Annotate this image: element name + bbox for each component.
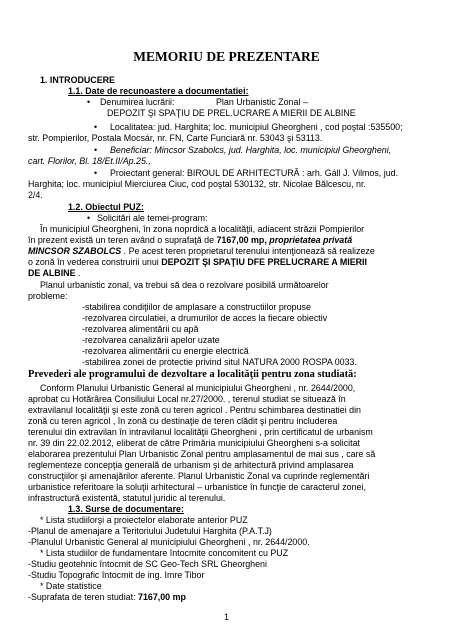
paragraph-line: Conform Planului Urbanistic General al municipiului Gheorgheni , nr. 2644/2000, (40, 383, 356, 393)
page-title: MEMORIU DE PREZENTARE (133, 49, 320, 64)
list-item: -stabilirea condiţiilor de amplasare a constructiilor propuse (82, 302, 311, 312)
paragraph-line: Planul urbanistic zonal, va trebui să dea o rezolvare posibilă următoarelor (40, 280, 329, 290)
list-item: -rezolvarea circulatiei, a drumurilor de acces la fiecare obiectiv (82, 313, 328, 323)
paragraph-line: construcţiilor şi amenajărilor aferente. Planul Urbanistic Zonal va cuprinde reglementări (28, 471, 370, 481)
page-number: 1 (224, 612, 229, 622)
beneficiar-line1: Beneficiar: Mincsor Szabolcs, jud. Harghita, loc. municipiul Gheorgheni, (110, 145, 392, 155)
source-item: * Lista studiilorşi a proiectelor elaborate anterior PUZ (40, 515, 248, 525)
paragraph-line: DE ALBINE . (28, 268, 81, 278)
bullet-icon: • (94, 122, 98, 132)
localitatea-line2: str. Pompierilor, Postala Mocsár, nr. FN, Carte Funciară nr. 53043 şi 53113. (28, 133, 323, 143)
section-surse-documentare: 1.3. Surse de documentare: (68, 504, 184, 514)
solicitari-heading: Solicitări ale temei-program: (97, 213, 208, 223)
list-item: -rezolvarea alimentării cu energie electrică (82, 346, 249, 356)
source-item: -Planulul Urbanistic General al municipiului Gheorgheni , nr. 2644/2000. (28, 537, 310, 547)
paragraph-line: extravilanul localităţii şi este zonă cu teren agricol . Pentru schimbarea destinatiei din (28, 405, 361, 415)
paragraph-line: nr. 39 din 22.02.2012, eliberat de către Primăria municipiului Gheorgheni s-a solicitat (28, 438, 361, 448)
source-item: -Planul de amenajare a Teritoriului Judetului Harghita (P.A.T.J) (28, 526, 272, 536)
denumire-value: Plan Urbanistic Zonal – (216, 97, 308, 107)
paragraph-line: reglementeze concepţia generală de urbanism şi de arhitectură privind amplasarea (28, 460, 354, 470)
paragraph-line: urbanistice referitoare la soluţii arhitectural – urbanistice în funcţie de caracterul zonei, (28, 482, 366, 492)
proiectant-line3: 2/4. (28, 190, 43, 200)
bullet-icon: • (94, 145, 98, 155)
paragraph-line: MINCSOR SZABOLCS . Pe acest teren proprietarul terenului intenţionează să realizeze (28, 246, 375, 256)
paragraph-line: În municipiul Gheorgheni, în zona noprdică a localităţii, adiacent străzii Pompierilor (40, 224, 365, 234)
bullet-icon: • (87, 213, 91, 223)
list-item: -rezolvarea canalizării apelor uzate (82, 335, 220, 345)
denumire-label: Denumirea lucrării: (100, 97, 175, 107)
source-item: * Lista studiilor de fundamentare întocmite concomitent cu PUZ (40, 548, 289, 558)
prevederi-heading: Prevederi ale programului de dezvoltare a localităţii pentru zona studiată: (28, 369, 357, 380)
section-obiectul-puz: 1.2. Obiectul PUZ: (68, 202, 144, 212)
section-date-recunoastere: 1.1. Date de recunoastere a documentatiei: (68, 86, 249, 96)
bullet-icon: • (94, 168, 98, 178)
paragraph-line: infrastructură existentă, statutul juridic al terenului. (28, 493, 226, 503)
bullet-icon: • (87, 97, 91, 107)
paragraph-line: în prezent există un teren având o suprafaţă de 7167,00 mp, proprietatea privată (28, 235, 353, 245)
localitatea-line1: Localitatea: jud. Harghita; loc. municipiul Gheorgheni , cod poştal :535500; (110, 122, 403, 132)
paragraph-line: aprobat cu Hotărârea Consiliului Local nr.27/2000. , terenul studiat se situează în (28, 394, 346, 404)
list-item: -rezolvarea alimentării cu apă (82, 324, 199, 334)
section-introducere: 1. INTRODUCERE (40, 75, 115, 85)
proiectant-line1: Proiectant general: BIROUL DE ARHITECTURĂ : arh. Gáll J. Vilmos, jud. (110, 168, 399, 178)
paragraph-line: elaborarea prezentului Plan Urbanistic Zonal pentru amplasamentul de mai sus , care să (28, 449, 376, 459)
list-item: -stabilirea zonei de protectie privind situl NATURA 2000 ROSPA 0033. (82, 357, 357, 367)
paragraph-line: o zonă în vederea construirii unui DEPOZIT ŞI SPAŢIU DFE PRELUCRARE A MIERII (28, 257, 367, 267)
beneficiar-line2: cart. Florilor, Bl. 18/Et.II/Ap.25., (28, 156, 151, 166)
source-item: -Studiu Topografic întocmit de ing. Imre Tibor (28, 570, 205, 580)
paragraph-line: probleme: (28, 291, 68, 301)
paragraph-line: zonă cu teren agricol , în zonă cu destinaţie de teren clădit şi pentru includerea (28, 416, 338, 426)
paragraph-line: terenului din extravilan în intravilanul localităţii Gheorgheni , prin certificatul de urbanism (28, 427, 373, 437)
denumire-line2: DEPOZIT ŞI SPAŢIU DE PREL.UCRARE A MIERII DE ALBINE (107, 108, 356, 118)
proiectant-line2: Harghita; loc. municipiul Mierciurea Ciuc, cod poştal 530132, str. Nicolae Bălcescu, nr. (28, 179, 366, 189)
source-item: -Studiu geotehnic întocmit de SC Geo-Tech SRL Gheorgheni (28, 559, 267, 569)
source-item: * Date statistice (40, 581, 102, 591)
source-item: -Suprafata de teren studiat: 7167,00 mp (28, 592, 186, 602)
